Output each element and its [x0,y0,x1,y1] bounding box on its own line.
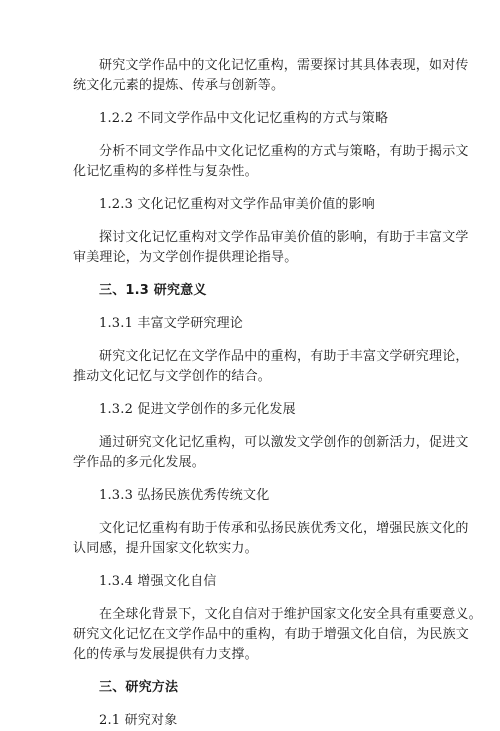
subsection-heading: 1.2.2 不同文学作品中文化记忆重构的方式与策略 [99,111,389,126]
paragraph [73,519,469,559]
text-line: 探讨文化记忆重构对文学作品审美价值的影响，有助于丰富文学 [99,230,469,245]
subsection-heading: 1.3.4 增强文化自信 [99,574,217,589]
text-line: 推动文化记忆与文学创作的结合。 [73,369,272,384]
text-line: 研究文学作品中的文化记忆重构，需要探讨其具体表现，如对传 [99,58,469,73]
paragraph [73,142,469,182]
document-page [73,56,482,731]
text-line: 统文化元素的提炼、传承与创新等。 [73,78,285,93]
text-line: 化记忆重构的多样性与复杂性。 [73,164,258,179]
subsection-heading: 1.2.3 文化记忆重构对文学作品审美价值的影响 [99,197,376,212]
text-line: 分析不同文学作品中文化记忆重构的方式与策略，有助于揭示文 [99,144,469,159]
text-line: 学作品的多元化发展。 [73,455,206,470]
paragraph [73,56,469,96]
paragraph [73,347,469,387]
section-heading: 三、研究方法 [99,680,179,695]
paragraph [73,605,482,665]
section-heading: 三、1.3 研究意义 [99,283,207,298]
subsection-heading: 2.1 研究对象 [99,713,178,728]
subsection-heading: 1.3.3 弘扬民族优秀传统文化 [99,488,270,503]
text-line: 化的传承与发展提供有力支撑。 [73,647,258,662]
text-line: 研究文化记忆在文学作品中的重构，有助于增强文化自信，为民族文 [73,627,470,642]
text-line: 研究文化记忆在文学作品中的重构，有助于丰富文学研究理论， [99,349,469,364]
text-line: 认同感，提升国家文化软实力。 [73,541,258,556]
subsection-heading: 1.3.1 丰富文学研究理论 [99,316,244,331]
text-line: 审美理论，为文学创作提供理论指导。 [73,250,298,265]
subsection-heading: 1.3.2 促进文学创作的多元化发展 [99,402,296,417]
paragraph [73,228,469,268]
paragraph [73,433,469,473]
text-line: 通过研究文化记忆重构，可以激发文学创作的创新活力，促进文 [99,435,469,450]
text-line: 在全球化背景下，文化自信对于维护国家文化安全具有重要意义。 [99,607,482,622]
text-line: 文化记忆重构有助于传承和弘扬民族优秀文化，增强民族文化的 [99,521,469,536]
